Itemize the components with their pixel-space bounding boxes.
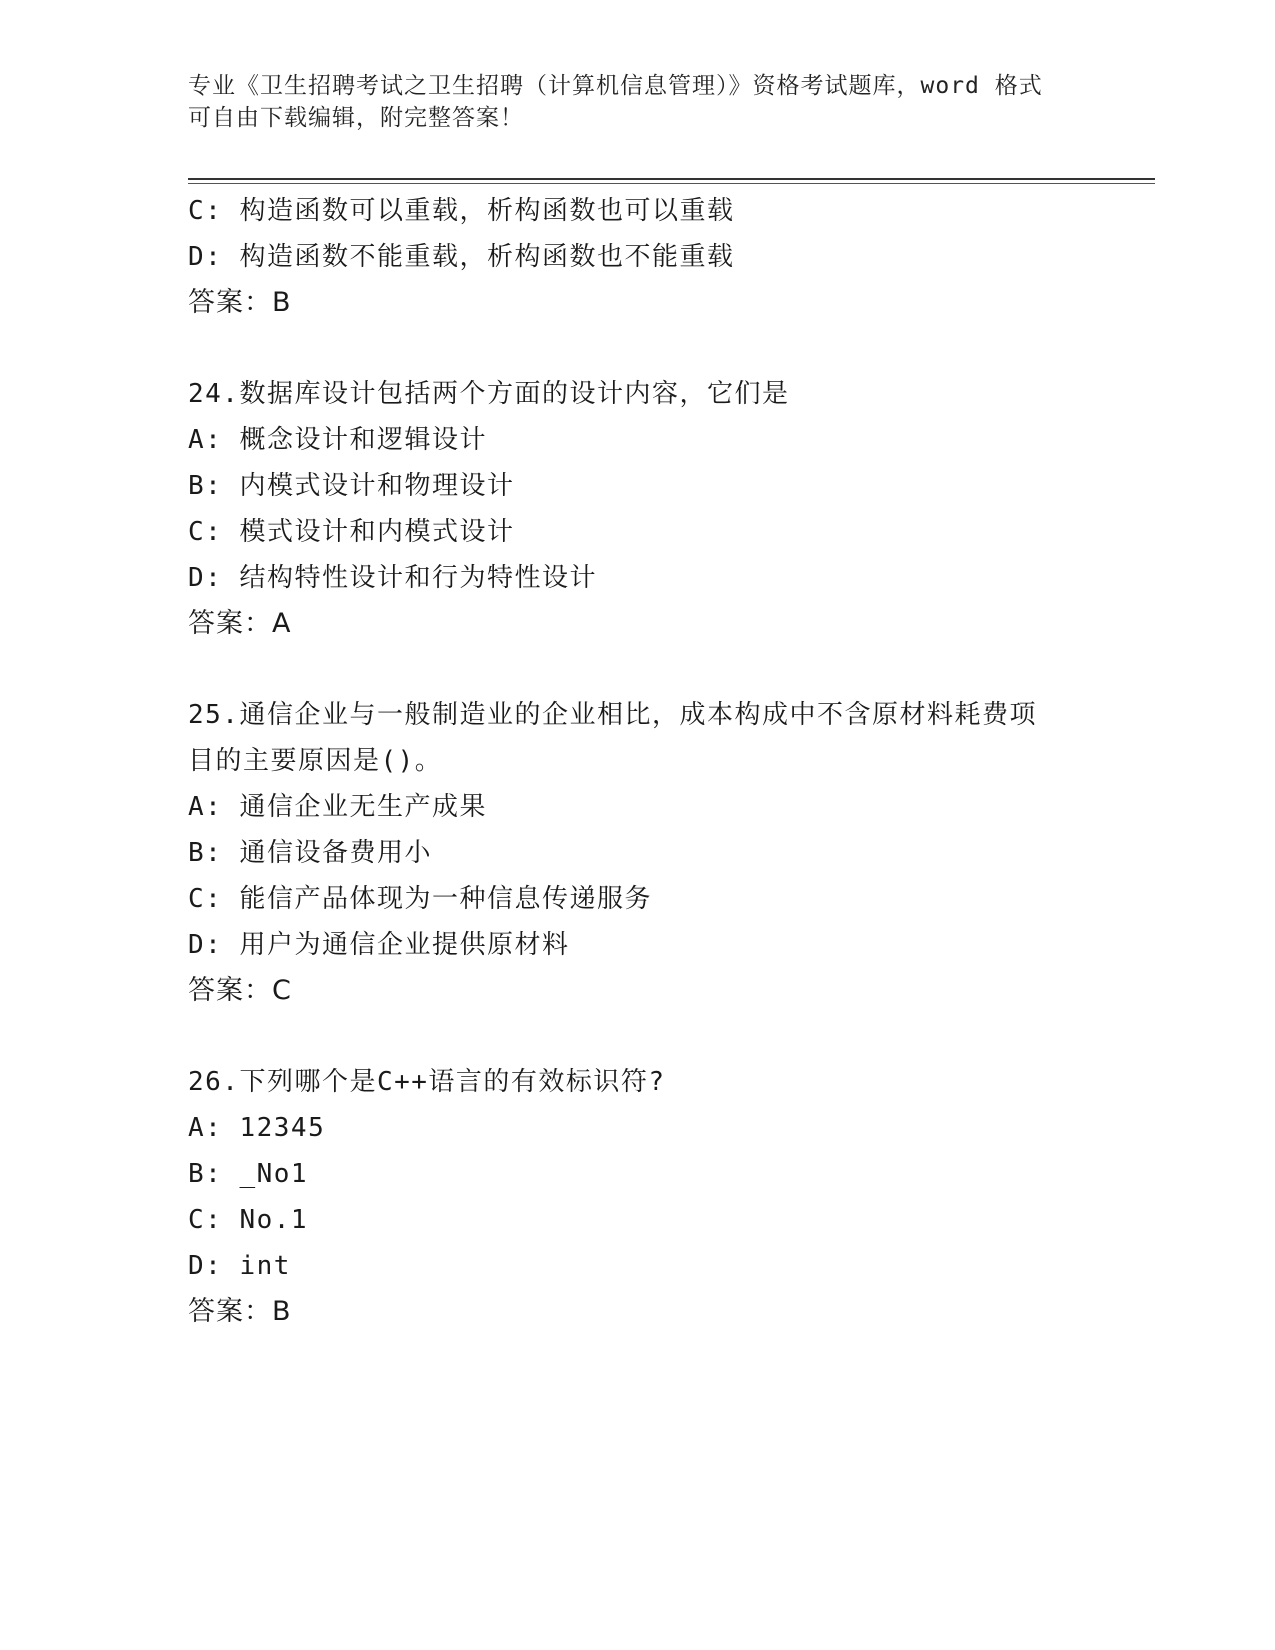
option-b: B: 内模式设计和物理设计 [188, 471, 515, 501]
answer-line: 答案：B [188, 1296, 292, 1327]
option-c: C: No.1 [188, 1205, 309, 1235]
option-c: C: 模式设计和内模式设计 [188, 517, 515, 547]
option-b: B: _No1 [188, 1159, 309, 1189]
option-c: C: 构造函数可以重载，析构函数也可以重载 [188, 196, 735, 226]
partial-question [188, 188, 1088, 326]
option-a: A: 12345 [188, 1113, 326, 1143]
option-d: D: 构造函数不能重载，析构函数也不能重载 [188, 242, 735, 272]
question-stem: 26.下列哪个是C++语言的有效标识符? [188, 1067, 666, 1097]
question-stem-continued: 目的主要原因是()。 [188, 746, 443, 776]
option-c: C: 能信产品体现为一种信息传递服务 [188, 884, 652, 914]
option-d: D: 用户为通信企业提供原材料 [188, 930, 570, 960]
spacer [188, 1014, 1088, 1059]
question-24 [188, 371, 1088, 647]
answer-line: 答案：C [188, 975, 292, 1006]
header-divider-thick [188, 178, 1155, 180]
question-25 [188, 692, 1088, 1014]
spacer [188, 326, 1088, 371]
option-a: A: 通信企业无生产成果 [188, 792, 487, 822]
question-stem: 25.通信企业与一般制造业的企业相比，成本构成中不含原材料耗费项 [188, 700, 1037, 730]
question-content [188, 188, 1088, 1335]
option-a: A: 概念设计和逻辑设计 [188, 425, 487, 455]
option-b: B: 通信设备费用小 [188, 838, 432, 868]
header-line-2: 可自由下载编辑，附完整答案！ [188, 105, 524, 131]
spacer [188, 647, 1088, 692]
header-line-1: 专业《卫生招聘考试之卫生招聘（计算机信息管理）》资格考试题库，word 格式 [188, 73, 1043, 99]
question-26 [188, 1059, 1088, 1335]
header-divider-thin [188, 183, 1155, 184]
answer-line: 答案：B [188, 287, 292, 318]
document-header [188, 70, 1078, 134]
answer-line: 答案：A [188, 608, 292, 639]
option-d: D: int [188, 1251, 291, 1281]
question-stem: 24.数据库设计包括两个方面的设计内容，它们是 [188, 379, 790, 409]
option-d: D: 结构特性设计和行为特性设计 [188, 563, 597, 593]
